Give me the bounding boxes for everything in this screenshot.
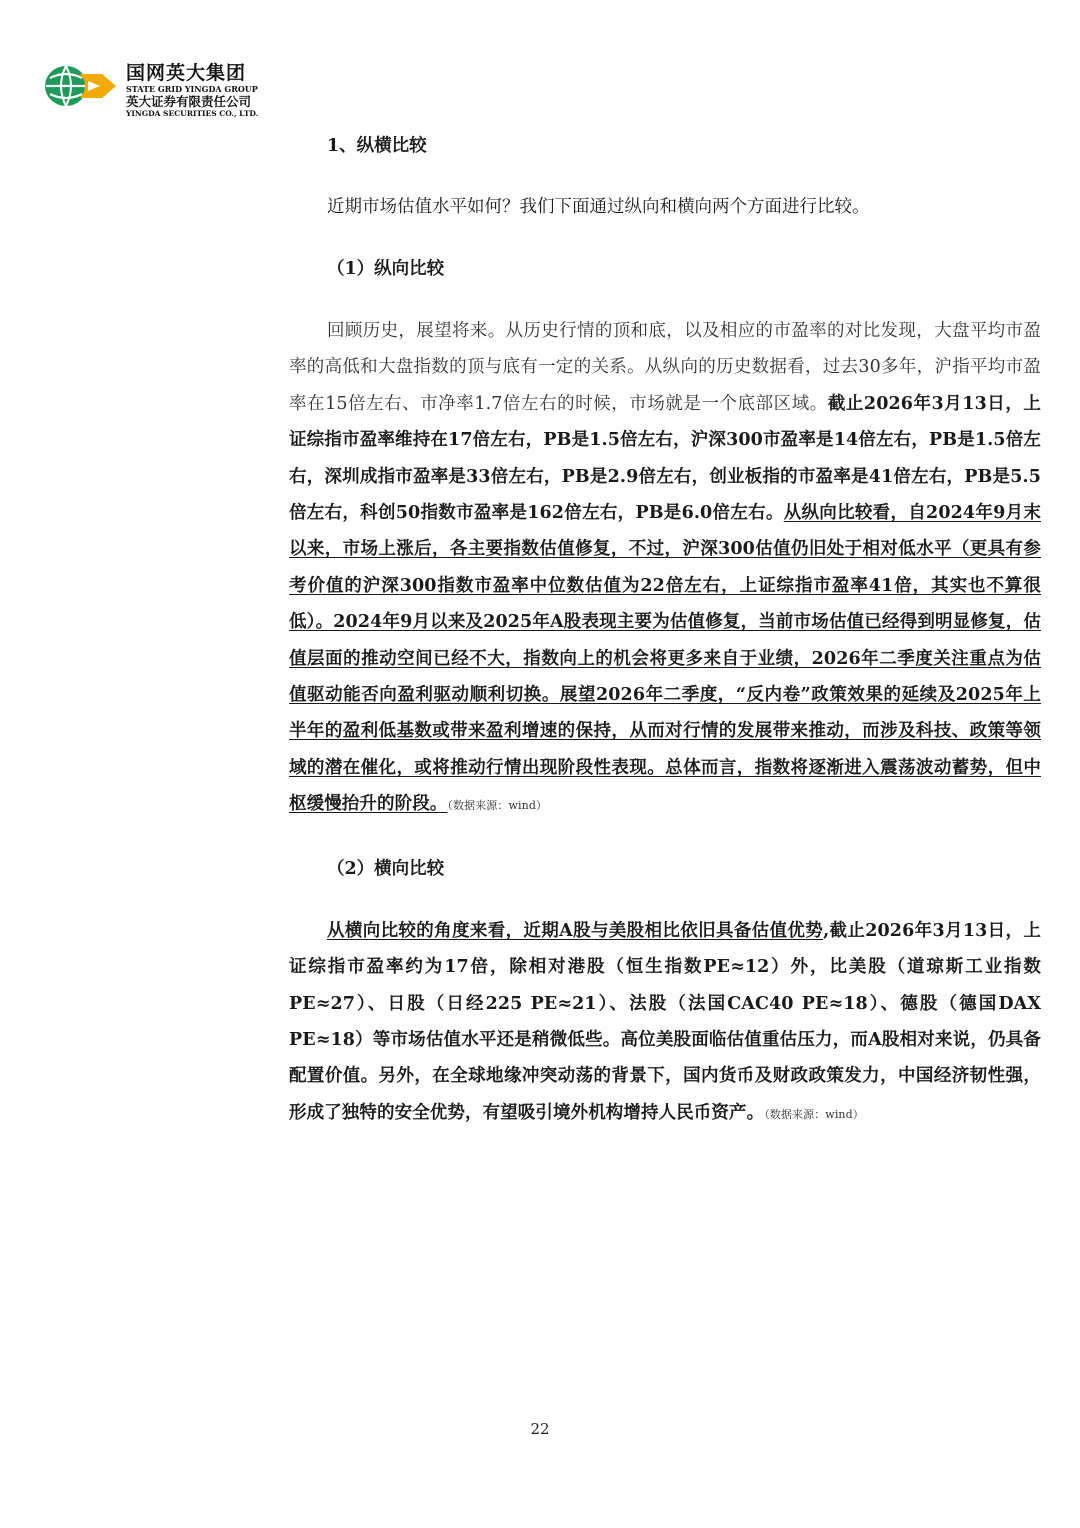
vertical-comparison-paragraph <box>289 313 1041 825</box>
vertical-data-source: （数据来源：wind） <box>447 799 548 813</box>
logo-company-name-cn: 英大证券有限责任公司 <box>126 94 252 109</box>
company-logo <box>44 62 294 128</box>
logo-text <box>126 62 258 118</box>
document-body <box>289 128 1041 1133</box>
page-number: 22 <box>530 1420 550 1438</box>
horizontal-comparison-heading: （2）横向比较 <box>327 858 445 879</box>
horizontal-valuation-data-text: ,截止2026年3月13日，上证综指市盈率约为17倍，除相对港股（恒生指数PE≈12）外，比美股（道琼斯工业指数PE≈27）、日股（日经225 PE≈21）、法股（法国CAC40 PE≈18）、德股（德国DAX PE≈18）等市场估值水平还是稍微低些。高位美股面临估值重估压力，而A股相对来说，仍具备配置价值。另外，在全球地缘冲突动荡的背景下，国内货币及财政政策发力，中国经济韧性强，形成了独特的安全优势，有望吸引境外机构增持人民币资产。 <box>289 920 1041 1123</box>
logo-company-name-en: YINGDA SECURITIES CO., LTD. <box>126 109 259 118</box>
vertical-intro-text: 回顾历史，展望将来。从历史行情的顶和底，以及相应的市盈率的对比发现，大盘平均市盈率的高低和大盘指数的顶与底有一定的关系。从纵向的历史数据看，过去30多年，沪指平均市盈率在15倍左右、市净率1.7倍左右的时候，市场就是一个底部区域。 <box>289 321 1041 414</box>
section-heading: 1、纵横比较 <box>327 136 427 156</box>
globe-arrow-logo-icon <box>44 64 120 108</box>
vertical-comparison-heading: （1）纵向比较 <box>327 259 445 279</box>
vertical-valuation-data-text: 截止2026年3月13日，上证综指市盈率维持在17倍左右，PB是1.5倍左右，沪深300市盈率是14倍左右，PB是1.5倍左右，深圳成指市盈率是33倍左右，PB是2.9倍左右，创业板指的市盈率是41倍左右，PB是5.5倍左右，科创50指数市盈率是162倍左右，PB是6.0倍左右。 <box>289 393 1042 524</box>
section-intro: 近期市场估值水平如何？我们下面通过纵向和横向两个方面进行比较。 <box>327 197 870 217</box>
logo-group-name-cn: 国网英大集团 <box>126 62 247 84</box>
vertical-conclusion-text: 从纵向比较看，自2024年9月末以来，市场上涨后，各主要指数估值修复，不过，沪深300估值仍旧处于相对低水平（更具有参考价值的沪深300指数市盈率中位数估值为22倍左右，上证综指市盈率41倍，其实也不算很低）。2024年9月以来及2025年A股表现主要为估值修复，当前市场估值已经得到明显修复，估值层面的推动空间已经不大，指数向上的机会将更多来自于业绩，2026年二季度关注重点为估值驱动能否向盈利驱动顺利切换。展望2026年二季度，“反内卷”政策效果的延续及2025年上半年的盈利低基数或带来盈利增速的保持，从而对行情的发展带来推动，而涉及科技、政策等领域的潜在催化，或将推动行情出现阶段性表现。总体而言，指数将逐渐进入震荡波动蓄势，但中枢缓慢抬升的阶段。 <box>289 503 1041 815</box>
logo-group-name-en: STATE GRID YINGDA GROUP <box>126 84 258 94</box>
horizontal-comparison-paragraph <box>289 913 1041 1133</box>
horizontal-conclusion-text: 从横向比较的角度来看，近期A股与美股相比依旧具备估值优势 <box>327 920 824 941</box>
horizontal-data-source: （数据来源：wind） <box>764 1107 864 1121</box>
